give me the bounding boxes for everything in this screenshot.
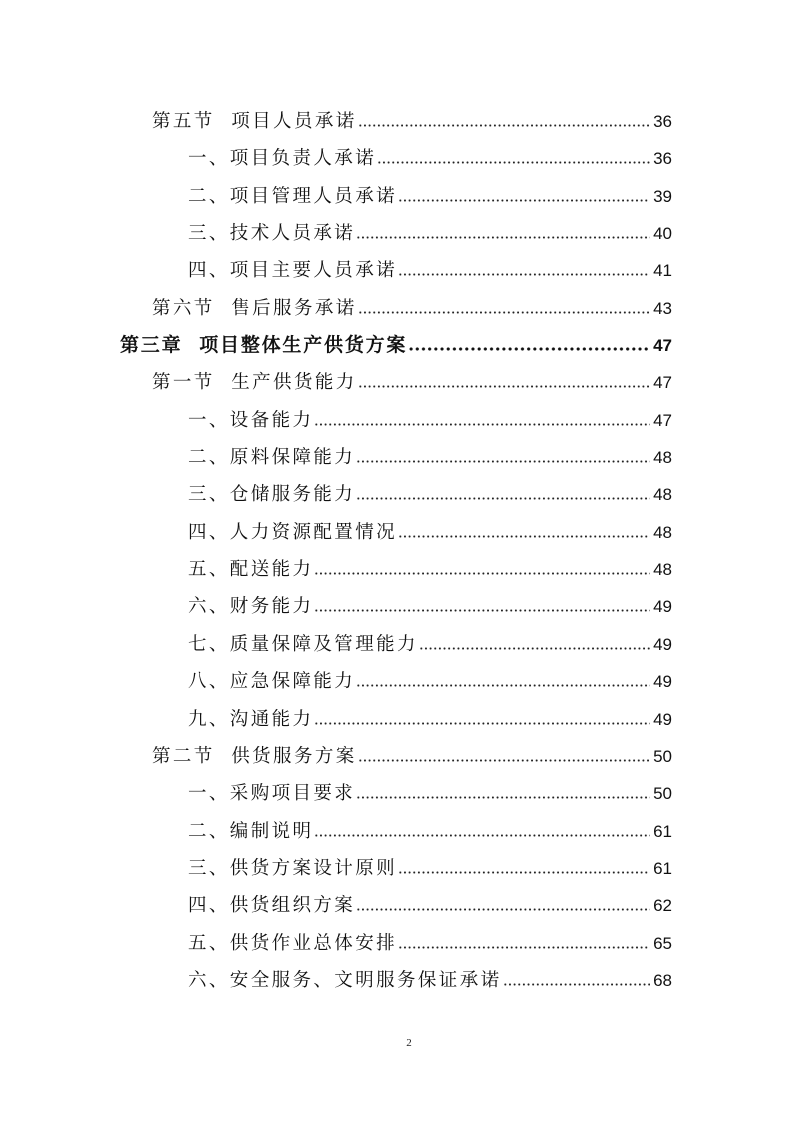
toc-entry-page: 61 (653, 858, 672, 878)
toc-entry-title: 一、设备能力 (188, 409, 314, 431)
toc-entry-title: 一、项目负责人承诺 (188, 148, 377, 170)
toc-item-entry (188, 252, 672, 289)
toc-dot-leader (314, 834, 650, 837)
toc-dot-leader (398, 273, 650, 276)
toc-dot-leader (398, 946, 650, 949)
toc-entry-title: 六、财务能力 (188, 596, 314, 618)
toc-item-entry (188, 626, 672, 663)
page-number: 2 (406, 1037, 412, 1049)
toc-dot-leader (408, 347, 650, 351)
toc-section-entry (152, 103, 672, 140)
toc-dot-leader (358, 311, 650, 314)
toc-dot-leader (358, 124, 650, 127)
toc-entry-title: 二、项目管理人员承诺 (188, 185, 398, 207)
toc-entry-title: 四、项目主要人员承诺 (188, 260, 398, 282)
toc-item-entry (188, 887, 672, 924)
toc-item-entry (188, 663, 672, 700)
toc-entry-title: 五、供货作业总体安排 (188, 932, 398, 954)
toc-entry-page: 49 (653, 634, 672, 654)
toc-entry-title: 四、供货组织方案 (188, 895, 356, 917)
toc-dot-leader (314, 722, 650, 725)
toc-entry-page: 48 (653, 522, 672, 542)
toc-entry-page: 40 (653, 224, 672, 244)
toc-entry-page: 41 (653, 261, 672, 281)
toc-entry-page: 49 (653, 709, 672, 729)
toc-section-entry (152, 290, 672, 327)
toc-dot-leader (398, 535, 650, 538)
toc-dot-leader (356, 460, 650, 463)
toc-entry-page: 49 (653, 597, 672, 617)
toc-dot-leader (377, 161, 650, 164)
toc-entry-title: 一、采购项目要求 (188, 783, 356, 805)
toc-entry-title: 第一节 生产供货能力 (152, 372, 357, 394)
table-of-contents (0, 103, 793, 999)
toc-item-entry (188, 476, 672, 513)
toc-item-entry (188, 925, 672, 962)
toc-entry-page: 48 (653, 485, 672, 505)
toc-item-entry (188, 140, 672, 177)
toc-item-entry (188, 178, 672, 215)
toc-item-entry (188, 962, 672, 999)
toc-entry-title: 第二节 供货服务方案 (152, 745, 357, 767)
toc-entry-title: 四、人力资源配置情况 (188, 521, 398, 543)
toc-item-entry (188, 551, 672, 588)
toc-entry-title: 六、安全服务、文明服务保证承诺 (188, 969, 502, 991)
toc-item-entry (188, 775, 672, 812)
toc-entry-title: 第五节 项目人员承诺 (152, 111, 357, 132)
toc-item-entry (188, 402, 672, 439)
toc-entry-title: 第六节 售后服务承诺 (152, 297, 357, 319)
toc-entry-title: 八、应急保障能力 (188, 671, 356, 693)
toc-item-entry (188, 701, 672, 738)
toc-entry-title: 三、仓储服务能力 (188, 484, 356, 506)
toc-dot-leader (356, 796, 650, 799)
toc-entry-title: 二、编制说明 (188, 820, 314, 842)
toc-entry-page: 49 (653, 672, 672, 692)
toc-entry-page: 47 (653, 373, 672, 393)
toc-entry-page: 43 (653, 298, 672, 318)
toc-entry-page: 47 (653, 410, 672, 430)
toc-dot-leader (398, 199, 650, 202)
toc-item-entry (188, 588, 672, 625)
toc-entry-page: 36 (653, 149, 672, 169)
toc-dot-leader (314, 423, 650, 426)
toc-item-entry (188, 439, 672, 476)
toc-dot-leader (314, 609, 650, 612)
toc-entry-title: 三、供货方案设计原则 (188, 857, 398, 879)
toc-section-entry (152, 364, 672, 401)
toc-dot-leader (356, 908, 650, 911)
toc-dot-leader (356, 497, 650, 500)
toc-item-entry (188, 514, 672, 551)
toc-dot-leader (503, 983, 651, 986)
toc-entry-page: 50 (653, 784, 672, 804)
toc-entry-title: 七、质量保障及管理能力 (188, 633, 418, 655)
toc-entry-title: 九、沟通能力 (188, 708, 314, 730)
toc-entry-page: 61 (653, 821, 672, 841)
toc-entry-page: 65 (653, 933, 672, 953)
toc-item-entry (188, 215, 672, 252)
toc-dot-leader (358, 759, 650, 762)
toc-entry-title: 五、配送能力 (188, 559, 314, 581)
toc-entry-page: 36 (653, 112, 672, 131)
toc-section-entry (152, 738, 672, 775)
toc-item-entry (188, 813, 672, 850)
toc-dot-leader (358, 385, 650, 388)
toc-entry-title: 三、技术人员承诺 (188, 223, 356, 245)
toc-chapter-entry (120, 327, 672, 364)
toc-entry-title: 二、原料保障能力 (188, 447, 356, 469)
toc-dot-leader (314, 572, 650, 575)
toc-dot-leader (419, 647, 650, 650)
toc-entry-page: 50 (653, 746, 672, 766)
toc-entry-title: 第三章 项目整体生产供货方案 (120, 334, 408, 357)
toc-entry-page: 62 (653, 896, 672, 916)
toc-entry-page: 39 (653, 186, 672, 206)
toc-entry-page: 47 (653, 336, 672, 356)
toc-dot-leader (356, 236, 650, 239)
toc-entry-page: 48 (653, 448, 672, 468)
toc-dot-leader (356, 684, 650, 687)
toc-dot-leader (398, 871, 650, 874)
toc-entry-page: 68 (653, 970, 672, 990)
toc-entry-page: 48 (653, 560, 672, 580)
toc-item-entry (188, 850, 672, 887)
